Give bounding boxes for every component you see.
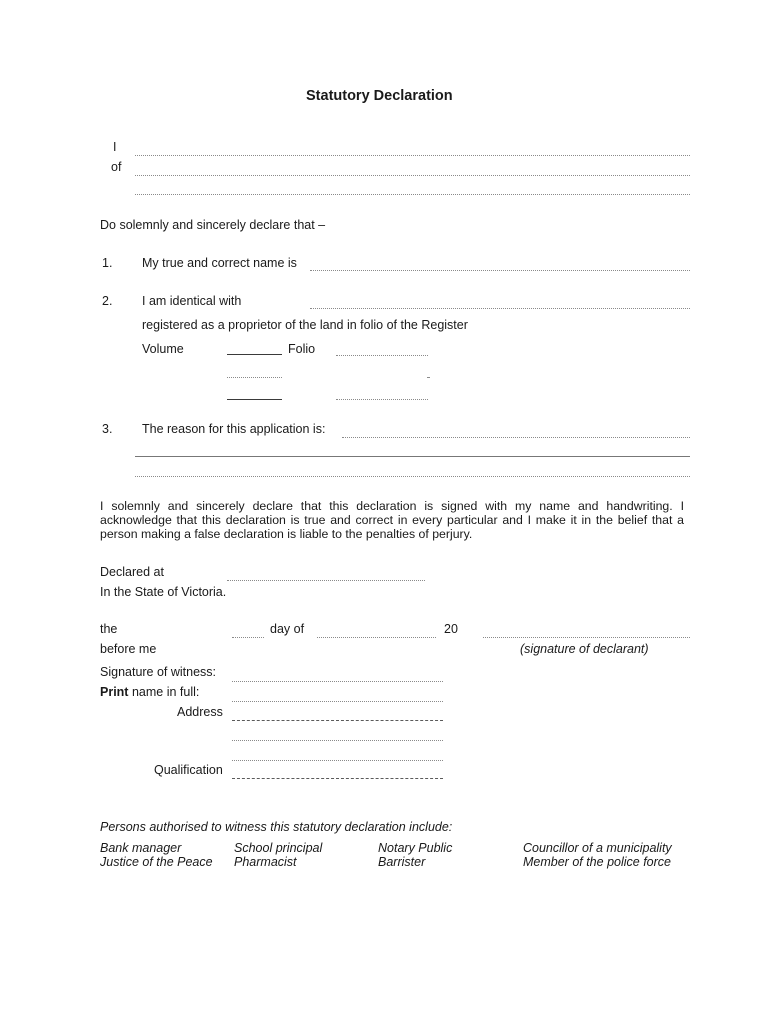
volume-field-line-1[interactable] [227,354,282,355]
authorised-bank-manager: Bank manager [100,841,182,855]
folio-field-line-2[interactable] [427,377,429,378]
true-name-field-line[interactable] [310,270,690,271]
state-text: In the State of Victoria. [100,585,227,599]
declaration-paragraph: I solemnly and sincerely declare that this declaration is signed with my name and handwriting. I acknowledge that this declaration is true and correct in every particular and I make it in the belief that a person making a false declaration is liable to the penalties of perjury. [100,499,684,541]
authorised-school-principal: School principal [234,841,323,855]
declared-at-field-line[interactable] [227,580,425,581]
qualification-label: Qualification [154,763,223,777]
print-bold-text: Print [100,685,129,699]
authorised-heading: Persons authorised to witness this statutory declaration include: [100,820,453,834]
print-name-label [100,685,199,699]
name-field-line[interactable] [135,155,690,156]
registered-text: registered as a proprietor of the land in folio of the Register [142,318,468,332]
folio-label: Folio [288,342,316,356]
print-rest-text: name in full: [128,685,200,699]
item-2-text: I am identical with [142,294,242,308]
item-3-text: The reason for this application is: [142,422,326,436]
solemnly-declare-text: Do solemnly and sincerely declare that – [100,218,326,232]
address-field-line-1[interactable] [135,175,690,176]
authorised-pharmacist: Pharmacist [234,855,297,869]
folio-field-line-3[interactable] [336,399,428,400]
witness-qualification-line-2[interactable] [232,778,443,779]
authorised-notary-public: Notary Public [378,841,453,855]
authorised-barrister: Barrister [378,855,426,869]
item-3-number: 3. [102,422,113,436]
the-label: the [100,622,118,636]
witness-qualification-line-1[interactable] [232,760,443,761]
volume-field-line-3[interactable] [227,399,282,400]
signature-of-witness-label: Signature of witness: [100,665,217,679]
witness-name-line[interactable] [232,701,443,702]
authorised-justice-of-the-peace: Justice of the Peace [100,855,213,869]
witness-address-line-2[interactable] [232,740,443,741]
authorised-councillor: Councillor of a municipality [523,841,672,855]
item-1-text: My true and correct name is [142,256,297,270]
witness-signature-line[interactable] [232,681,443,682]
page-title: Statutory Declaration [306,88,453,104]
day-field-line[interactable] [232,637,264,638]
declared-at-label: Declared at [100,565,164,579]
identical-with-field-line[interactable] [310,308,690,309]
reason-field-line-3[interactable] [135,476,690,477]
year-prefix: 20 [444,622,458,636]
volume-label: Volume [142,342,184,356]
address-label: Address [177,705,223,719]
address-field-line-2[interactable] [135,194,690,195]
reason-field-line-2[interactable] [135,456,690,457]
item-1-number: 1. [102,256,113,270]
month-field-line[interactable] [317,637,436,638]
before-me-label: before me [100,642,157,656]
volume-field-line-2[interactable] [227,377,282,378]
item-2-number: 2. [102,294,113,308]
day-of-label: day of [270,622,305,636]
reason-field-line-1[interactable] [342,437,690,438]
declarant-signature-line[interactable] [483,637,690,638]
of-label: of [111,160,122,174]
folio-field-line-1[interactable] [336,355,428,356]
authorised-police-member: Member of the police force [523,855,671,869]
i-label: I [113,140,117,154]
witness-address-line-1[interactable] [232,720,443,721]
signature-of-declarant-caption: (signature of declarant) [520,642,649,656]
